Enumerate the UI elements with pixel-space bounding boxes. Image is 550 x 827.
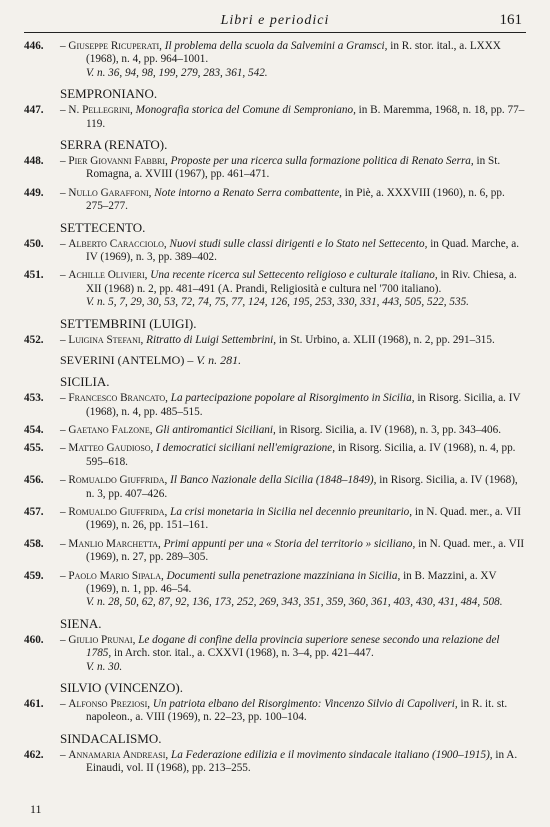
entry-title: I democratici siciliani nell'emigrazione, — [156, 442, 336, 455]
entry-title: Gli antiromantici Siciliani, — [155, 423, 276, 436]
entry-title: Un patriota elbano del Risorgimento: Vincenzo Silvio di Capoliveri, — [152, 698, 458, 710]
entry-title: Le dogane di confine della provincia superiore senese secondo una relazione del 1785, — [86, 633, 500, 660]
entry-author: Alberto Caracciolo, — [68, 237, 167, 250]
entry-title: Il problema della scuola da Salvemini a Gramsci, — [164, 40, 388, 52]
entry-source: in Risorg. Sicilia, a. IV (1968), n. 3, pp. 343–406. — [278, 423, 501, 436]
section-heading: SILVIO (VINCENZO). — [60, 680, 184, 695]
section-heading: SETTECENTO. — [60, 219, 146, 235]
entry-title: Monografia storica del Comune di Semproniano, — [135, 104, 356, 117]
entry-source: in Risorg. Sicilia, a. IV (1968), n. 3, pp. 407–426. — [86, 474, 518, 500]
entry-title: Il Banco Nazionale della Sicilia (1848–1849), — [170, 474, 377, 487]
entry-number: 460. — [24, 633, 44, 646]
entry-source: in B. Mazzini, a. XV (1969), n. 1, pp. 46–54. — [86, 569, 497, 595]
bibliography-entry: 459. – Paolo Mario Sipala, Documenti sulla penetrazione mazziniana in Sicilia, in B. Mazzini, a. XV (1969), n. 1, pp. 46–54. V. n. 28, 50, 62, 87, 92, 136, 173, 252, 269, 343, 351, 359, 360, 361, 403, 430, 431, 484, 508. — [24, 570, 526, 610]
running-title: Libri e periodici — [220, 13, 330, 28]
entry-number: 452. — [24, 333, 44, 346]
entry-title: Documenti sulla penetrazione mazziniana in Sicilia, — [166, 569, 401, 582]
entry-number: 462. — [24, 748, 44, 761]
section-heading: SERRA (RENATO). — [60, 137, 168, 153]
entry-number: 453. — [24, 392, 44, 405]
bibliography-entry: 458. – Manlio Marchetta, Primi appunti per una « Storia del territorio » siciliano, in N. Quad. mer., a. VII (1969), n. 27, pp. 289–305. — [24, 537, 525, 564]
entry-source: in R. it. st. napoleon., a. VIII (1969), n. 22–23, pp. 100–104. — [86, 698, 508, 724]
entry-author: Manlio Marchetta, — [68, 537, 161, 550]
entry-author: Francesco Brancato, — [68, 392, 168, 405]
entry-author: Romualdo Giuffrida, — [68, 505, 168, 518]
entry-title: La partecipazione popolare al Risorgimento in Sicilia, — [170, 392, 415, 405]
entry-author: Luigina Stefani, — [68, 333, 144, 346]
bibliography-entry: 447. – N. Pellegrini, Monografia storica del Comune di Semproniano, in B. Maremma, 1968, n. 18, pp. 77–119. — [24, 104, 525, 130]
entry-source: in B. Maremma, 1968, n. 18, pp. 77–119. — [86, 104, 525, 130]
section-heading: SINDACALISMO. — [60, 730, 162, 746]
see-also-label: SEVERINI (ANTELMO) – — [60, 353, 194, 368]
entry-number: 454. — [24, 423, 44, 436]
bibliography-entry: 461. – Alfonso Preziosi, Un patriota elbano del Risorgimento: Vincenzo Silvio di Capoliveri, in R. it. st. napoleon., a. VIII (1969), n. 22–23, pp. 100–104. — [24, 698, 508, 724]
entry-source: in N. Quad. mer., a. VII (1969), n. 27, pp. 289–305. — [86, 537, 525, 564]
entry-number: 450. — [24, 237, 44, 250]
entry-source: in Riv. Chiesa, a. XII (1968) n. 2, pp. 481–491 (A. Prandi, Religiosità e cultura nel '700 italiano). — [86, 269, 517, 295]
entry-author: Achille Olivieri, — [68, 269, 148, 282]
entry-author: Alfonso Preziosi, — [68, 698, 151, 710]
entry-number: 457. — [24, 505, 44, 518]
section-heading: SEMPRONIANO. — [60, 86, 158, 102]
entry-author: Nullo Garaffoni, — [68, 186, 152, 199]
entry-title: Proposte per una ricerca sulla formazione politica di Renato Serra, — [170, 155, 474, 168]
bibliography-entry: 455. – Matteo Gaudioso, I democratici siciliani nell'emigrazione, in Risorg. Sicilia, a. IV (1968), n. 4, pp. 595–618. — [24, 442, 516, 468]
cross-reference: V. n. 36, 94, 98, 199, 279, 283, 361, 542. — [86, 66, 268, 79]
entry-number: 451. — [24, 269, 44, 282]
running-header — [24, 10, 526, 33]
section-heading: SICILIA. — [60, 374, 110, 390]
entry-source: in Quad. Marche, a. IV (1969), n. 3, pp. 389–402. — [86, 237, 520, 264]
entry-source: in Risorg. Sicilia, a. IV (1968), n. 4, pp. 595–618. — [86, 442, 516, 468]
entry-number: 459. — [24, 569, 44, 582]
entry-title: La crisi monetaria in Sicilia nel decennio preunitario, — [170, 505, 413, 518]
entry-number: 455. — [24, 442, 44, 455]
cross-reference: V. n. 30. — [86, 660, 123, 673]
entry-author: Annamaria Andreasi, — [68, 748, 169, 761]
bibliography-entry: 446. – Giuseppe Ricuperati, Il problema della scuola da Salvemini a Gramsci, in R. stor. ital., a. LXXX (1968), n. 4, pp. 964–1001. V. n. 36, 94, 98, 199, 279, 283, 361, 542. — [24, 40, 526, 80]
bibliography-entry: 460. – Giulio Prunai, Le dogane di confine della provincia superiore senese secondo una relazione del 1785, in Arch. stor. ital., a. CXXVI (1968), n. 3–4, pp. 421–447. V. n. 30. — [24, 634, 526, 674]
entry-author: Giuseppe Ricuperati, — [68, 40, 162, 52]
entry-title: Nuovi studi sulle classi dirigenti e lo Stato nel Settecento, — [169, 237, 428, 250]
entry-source: in Piè, a. XXXVIII (1960), n. 6, pp. 275–277. — [86, 186, 505, 213]
bibliography-entry: 452. – Luigina Stefani, Ritratto di Luigi Settembrini, in St. Urbino, a. XLII (1968), n. 2, pp. 291–315. — [24, 333, 495, 346]
see-also-heading — [60, 353, 526, 368]
bibliography-entry: 462. – Annamaria Andreasi, La Federazione edilizia e il movimento sindacale italiano (1900–1915), in A. Einaudi, vol. II (1968), pp. 213–255. — [24, 748, 518, 775]
signature-mark: 11 — [30, 802, 42, 816]
see-also-ref: V. n. 281. — [196, 353, 242, 368]
bibliography-entry: 450. – Alberto Caracciolo, Nuovi studi sulle classi dirigenti e lo Stato nel Settecento, in Quad. Marche, a. IV (1969), n. 3, pp. 389–402. — [24, 237, 520, 264]
entry-number: 456. — [24, 474, 44, 487]
entry-title: Note intorno a Renato Serra combattente, — [154, 186, 342, 199]
entry-title: Una recente ricerca sul Settecento religioso e culturale italiano, — [150, 269, 438, 282]
entry-number: 448. — [24, 155, 44, 168]
entry-author: Romualdo Giuffrida, — [68, 474, 168, 487]
entry-author: N. Pellegrini, — [68, 104, 133, 117]
entry-number: 447. — [24, 104, 44, 117]
entry-author: Pier Giovanni Fabbri, — [68, 155, 168, 168]
entry-author: Gaetano Falzone, — [68, 423, 153, 436]
cross-reference: V. n. 5, 7, 29, 30, 53, 72, 74, 75, 77, 124, 126, 195, 253, 330, 331, 443, 505, 522, 535. — [86, 296, 469, 309]
entry-source: in St. Romagna, a. XVIII (1967), pp. 461–471. — [86, 155, 501, 181]
entry-number: 458. — [24, 537, 44, 550]
bibliography-entry: 456. – Romualdo Giuffrida, Il Banco Nazionale della Sicilia (1848–1849), in Risorg. Sicilia, a. IV (1968), n. 3, pp. 407–426. — [24, 474, 518, 500]
bibliography-entry: 451. – Achille Olivieri, Una recente ricerca sul Settecento religioso e culturale italiano, in Riv. Chiesa, a. XII (1968) n. 2, pp. 481–491 (A. Prandi, Religiosità e cultura nel '700 italiano). V. n. 5, 7, 29, 30, 53, 72, 74, 75, 77, 124, 126, 195, 253, 330, 331, 443, 505, 522, 535. — [24, 269, 526, 309]
entry-title: Ritratto di Luigi Settembrini, — [146, 333, 277, 346]
entry-number: 461. — [24, 698, 44, 710]
bibliography-entry: 449. – Nullo Garaffoni, Note intorno a Renato Serra combattente, in Piè, a. XXXVIII (1960), n. 6, pp. 275–277. — [24, 186, 505, 213]
bibliography-entry: 448. – Pier Giovanni Fabbri, Proposte per una ricerca sulla formazione politica di Renato Serra, in St. Romagna, a. XVIII (1967), pp. 461–471. — [24, 155, 501, 181]
entry-source: in Arch. stor. ital., a. CXXVI (1968), n. 3–4, pp. 421–447. — [113, 647, 374, 660]
bibliography-entry: 454. – Gaetano Falzone, Gli antiromantici Siciliani, in Risorg. Sicilia, a. IV (1968), n. 3, pp. 343–406. — [24, 423, 501, 436]
entry-source: in Risorg. Sicilia, a. IV (1968), n. 4, pp. 485–515. — [86, 392, 521, 418]
entry-source: in R. stor. ital., a. LXXX (1968), n. 4, pp. 964–1001. — [86, 40, 501, 66]
bibliography-entry: 457. – Romualdo Giuffrida, La crisi monetaria in Sicilia nel decennio preunitario, in N. Quad. mer., a. VII (1969), n. 26, pp. 151–161. — [24, 505, 521, 532]
entry-title: La Federazione edilizia e il movimento sindacale italiano (1900–1915), — [171, 748, 493, 761]
entry-source: in St. Urbino, a. XLII (1968), n. 2, pp. 291–315. — [278, 333, 495, 346]
section-heading: SETTEMBRINI (LUIGI). — [60, 315, 197, 331]
entry-author: Giulio Prunai, — [68, 633, 136, 646]
page-number: 161 — [499, 12, 522, 28]
entry-author: Paolo Mario Sipala, — [68, 569, 164, 582]
entry-number: 449. — [24, 186, 44, 199]
section-heading: SIENA. — [60, 615, 102, 631]
entry-number: 446. — [24, 40, 44, 52]
entry-source: in A. Einaudi, vol. II (1968), pp. 213–255. — [86, 748, 518, 775]
entry-title: Primi appunti per una « Storia del territorio » siciliano, — [163, 537, 416, 550]
bibliography-list — [24, 40, 526, 781]
bibliography-entry: 453. – Francesco Brancato, La partecipazione popolare al Risorgimento in Sicilia, in Risorg. Sicilia, a. IV (1968), n. 4, pp. 485–515. — [24, 392, 521, 418]
cross-reference: V. n. 28, 50, 62, 87, 92, 136, 173, 252, 269, 343, 351, 359, 360, 361, 403, 430, 431, 484, 508. — [86, 596, 503, 609]
entry-source: in N. Quad. mer., a. VII (1969), n. 26, pp. 151–161. — [86, 505, 521, 532]
entry-author: Matteo Gaudioso, — [68, 442, 154, 455]
